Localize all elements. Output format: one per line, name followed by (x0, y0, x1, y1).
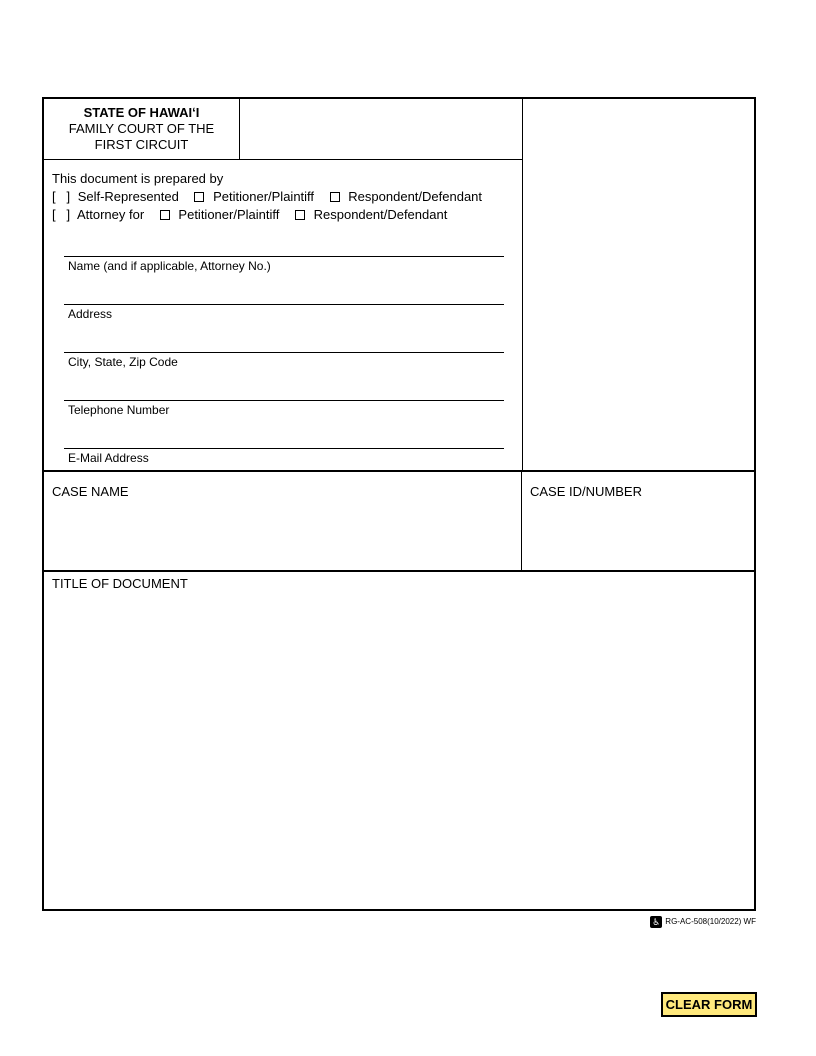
case-row (44, 470, 754, 572)
court-name-line1: STATE OF HAWAIʻI (83, 105, 200, 120)
prepared-by-label: This document is prepared by (52, 171, 224, 186)
accessibility-icon: ♿ (652, 917, 661, 927)
telephone-input-line[interactable] (64, 370, 504, 401)
case-id-label: CASE ID/NUMBER (530, 484, 642, 499)
telephone-field (64, 370, 504, 418)
telephone-field-label: Telephone Number (68, 403, 170, 417)
title-of-document-area[interactable] (44, 572, 754, 909)
preparer-section (44, 160, 522, 470)
petitioner-label-row1: Petitioner/Plaintiff (213, 189, 315, 204)
clear-form-button[interactable]: CLEAR FORM (661, 992, 757, 1017)
court-header-cell (44, 99, 240, 160)
respondent-label-row2: Respondent/Defendant (313, 207, 448, 222)
form-number: RG-AC-508(10/2022) WF (665, 917, 756, 926)
court-stamp-area (522, 99, 754, 470)
attorney-for-label: Attorney for (76, 207, 145, 222)
form-border (42, 97, 756, 911)
city-state-zip-field-label: City, State, Zip Code (68, 355, 178, 369)
preparer-row-attorney (52, 206, 522, 224)
case-id-cell[interactable] (522, 472, 754, 570)
self-represented-label: Self-Represented (77, 189, 179, 204)
email-field (64, 418, 504, 466)
checkbox-self-represented[interactable]: [ ] (52, 189, 71, 204)
name-field (64, 226, 504, 274)
court-name-line3: FIRST CIRCUIT (94, 137, 189, 152)
email-input-line[interactable] (64, 418, 504, 449)
address-field-label: Address (68, 307, 113, 321)
address-field (64, 274, 504, 322)
checkbox-petitioner-row2[interactable] (160, 210, 170, 220)
checkbox-attorney-for[interactable]: [ ] (52, 207, 71, 222)
title-of-document-label: TITLE OF DOCUMENT (52, 576, 188, 591)
petitioner-label-row2: Petitioner/Plaintiff (178, 207, 280, 222)
checkbox-respondent-row2[interactable] (295, 210, 305, 220)
case-name-label: CASE NAME (52, 484, 129, 499)
preparer-fields (52, 226, 522, 466)
checkbox-respondent-row1[interactable] (330, 192, 340, 202)
header-blank-cell (240, 99, 522, 160)
court-name-line2: FAMILY COURT OF THE (68, 121, 215, 136)
case-name-cell[interactable] (44, 472, 522, 570)
email-field-label: E-Mail Address (68, 451, 149, 465)
checkbox-petitioner-row1[interactable] (194, 192, 204, 202)
city-state-zip-field (64, 322, 504, 370)
form-number-row (650, 916, 756, 928)
preparer-row-self-represented (52, 188, 522, 206)
name-field-label: Name (and if applicable, Attorney No.) (68, 259, 271, 273)
name-input-line[interactable] (64, 226, 504, 257)
address-input-line[interactable] (64, 274, 504, 305)
city-state-zip-input-line[interactable] (64, 322, 504, 353)
respondent-label-row1: Respondent/Defendant (348, 189, 483, 204)
